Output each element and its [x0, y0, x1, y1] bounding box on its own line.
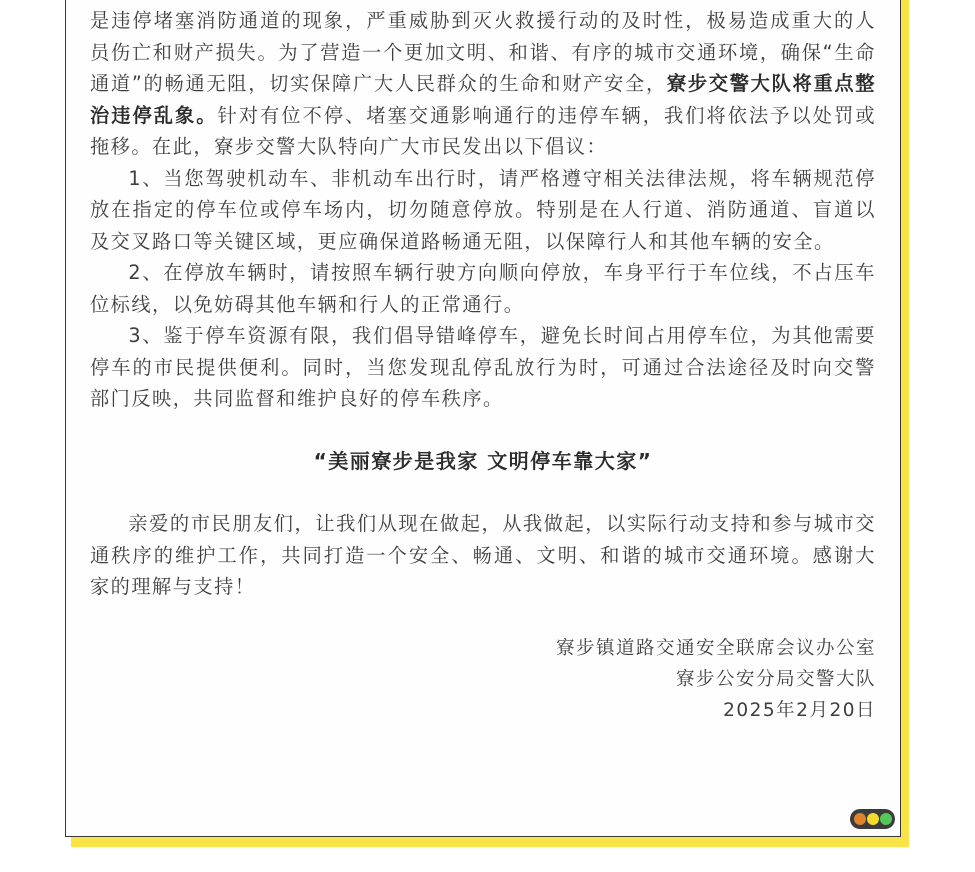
article-body — [90, 0, 876, 726]
yellow-light-icon — [867, 813, 879, 825]
closing-paragraph: 亲爱的市民朋友们，让我们从现在做起，从我做起，以实际行动支持和参与城市交通秩序的维护工作，共同打造一个安全、畅通、文明、和谐的城市交通环境。感谢大家的理解与支持！ — [90, 512, 876, 598]
signature-date: 2025年2月20日 — [723, 699, 876, 721]
slogan-heading: “美丽寮步是我家 文明停车靠大家” — [313, 448, 653, 473]
article-card — [65, 0, 901, 837]
intro-text-2: 针对有位不停、堵塞交通影响通行的违停车辆，我们将依法予以处罚或拖移。在此，寮步交警大队特向广大市民发出以下倡议： — [90, 103, 877, 158]
signature-block — [90, 633, 876, 726]
green-light-icon — [880, 813, 892, 825]
proposal-item-1: 1、当您驾驶机动车、非机动车出行时，请严格遵守相关法律法规，将车辆规范停放在指定的停车位或停车场内，切勿随意停放。特别是在人行道、消防通道、盲道以及交叉路口等关键区域，更应确保道路畅通无阻，以保障行人和其他车辆的安全。 — [90, 166, 876, 253]
intro-bold-statement: 寮步交警大队将重点整治违停乱象。 — [90, 72, 876, 127]
signature-org-2: 寮步公安分局交警大队 — [675, 668, 876, 690]
signature-org-1: 寮步镇道路交通安全联席会议办公室 — [555, 637, 876, 659]
traffic-light-icon — [850, 809, 895, 829]
red-light-icon — [854, 813, 866, 825]
intro-text-1: 是违停堵塞消防通道的现象，严重威胁到灭火救援行动的及时性，极易造成重大的人员伤亡和财产损失。为了营造一个更加文明、和谐、有序的城市交通环境，确保“生命通道”的畅通无阻，切实保障广大人民群众的生命和财产安全， — [90, 9, 876, 95]
proposal-item-2: 2、在停放车辆时，请按照车辆行驶方向顺向停放，车身平行于车位线，不占压车位标线，以免妨碍其他车辆和行人的正常通行。 — [90, 261, 876, 316]
proposal-item-3: 3、鉴于停车资源有限，我们倡导错峰停车，避免长时间占用停车位，为其他需要停车的市民提供便利。同时，当您发现乱停乱放行为时，可通过合法途径及时向交警部门反映，共同监督和维护良好的停车秩序。 — [90, 324, 876, 410]
intro-paragraph — [90, 5, 876, 163]
